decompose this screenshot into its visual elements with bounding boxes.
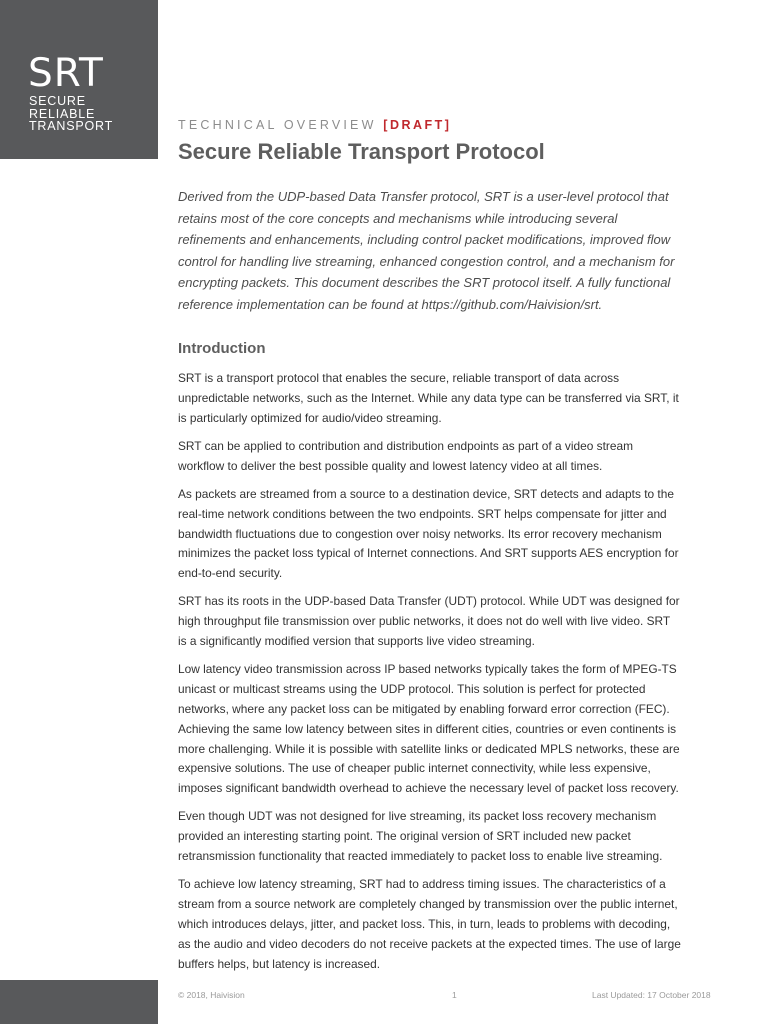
text-line: minimizes the packet loss typical of Internet connections. And SRT supports AES encryption for <box>178 546 679 561</box>
section-heading-introduction: Introduction <box>178 340 266 357</box>
text-line: end-to-end security. <box>178 566 283 581</box>
text-line: SRT is a transport protocol that enables the secure, reliable transport of data across <box>178 371 620 385</box>
text-line: more challenging. While it is possible with satellite links or dedicated MPLS networks, these are <box>178 741 680 756</box>
text-line: as the audio and video decoders do not receive packets at the expected times. The use of large <box>178 936 681 951</box>
text-line: imposes significant bandwidth overhead to achieve the necessary level of packet loss recovery. <box>178 781 679 796</box>
abstract-line: retains most of the core concepts and mechanisms while introducing several <box>178 210 618 226</box>
text-line: high throughput file transmission over public networks, it does not do well with live video. SRT <box>178 614 671 629</box>
text-line: SRT has its roots in the UDP-based Data Transfer (UDT) protocol. While UDT was designed for <box>178 594 680 609</box>
abstract-line: control for handling live streaming, enhanced congestion control, and a mechanism for <box>178 253 675 269</box>
text-line: unicast or multicast streams using the UDP protocol. This solution is perfect for protected <box>178 682 646 697</box>
draft-badge: [DRAFT] <box>383 118 452 132</box>
paragraph <box>178 485 723 584</box>
logo-tagline <box>29 95 113 133</box>
text-line: SRT can be applied to contribution and distribution endpoints as part of a video stream <box>178 438 633 453</box>
text-line: retransmission functionality that reacted immediately to packet loss to enable live streaming. <box>178 849 663 864</box>
text-line: which introduces delays, jitter, and packet loss. This, in turn, leads to problems with decoding, <box>178 916 671 931</box>
text-line: networks, where any packet loss can be mitigated by enabling forward error correction (FEC). <box>178 701 670 716</box>
paragraph <box>178 437 723 477</box>
srt-logo: SRT <box>28 51 104 96</box>
abstract <box>178 186 718 315</box>
text-line: To achieve low latency streaming, SRT had to address timing issues. The characteristics of a <box>178 877 666 892</box>
page-title: Secure Reliable Transport Protocol <box>178 139 545 164</box>
text-line: Low latency video transmission across IP based networks typically takes the form of MPEG-TS <box>178 662 677 677</box>
paragraph <box>178 660 723 799</box>
text-line: is a significantly modified version that supports live video streaming. <box>178 634 535 649</box>
logo-panel <box>0 0 158 159</box>
technical-overview-label: TECHNICAL OVERVIEW <box>178 118 377 132</box>
introduction-body <box>178 369 723 983</box>
paragraph <box>178 875 723 974</box>
paragraph <box>178 369 723 428</box>
abstract-line: Derived from the UDP-based Data Transfer protocol, SRT is a user-level protocol that <box>178 189 669 204</box>
text-line: real-time network conditions between the two endpoints. SRT helps compensate for jitter and <box>178 506 667 521</box>
text-line: provided an interesting starting point. The original version of SRT included new packet <box>178 829 631 844</box>
text-line: Achieving the same low latency between sites in different cities, countries or even continents is <box>178 721 677 736</box>
footer-page-number: 1 <box>452 990 457 1000</box>
text-line: expensive solutions. The use of cheaper public internet connectivity, while less expensive, <box>178 761 651 776</box>
text-line: is particularly optimized for audio/video streaming. <box>178 410 442 425</box>
abstract-line: reference implementation can be found at https://github.com/Haivision/srt. <box>178 296 603 312</box>
text-line: buffers helps, but latency is increased. <box>178 956 381 971</box>
text-line: Even though UDT was not designed for live streaming, its packet loss recovery mechanism <box>178 809 657 824</box>
paragraph <box>178 592 723 651</box>
abstract-line: refinements and enhancements, including control packet modifications, improved flow <box>178 232 671 247</box>
text-line: unpredictable networks, such as the Internet. While any data type can be transferred via SRT, it <box>178 390 679 405</box>
text-line: workflow to deliver the best possible quality and lowest latency video at all times. <box>178 458 603 473</box>
logo-tagline-line: TRANSPORT <box>29 119 114 133</box>
document-type-label <box>178 118 451 132</box>
footer-panel <box>0 980 158 1024</box>
abstract-line: encrypting packets. This document describes the SRT protocol itself. A fully functional <box>178 275 671 290</box>
logo-tagline-line: SECURE <box>29 94 86 108</box>
text-line: As packets are streamed from a source to a destination device, SRT detects and adapts to the <box>178 486 674 501</box>
text-line: stream from a source network are completely changed by transmission over the public internet, <box>178 897 678 912</box>
footer-copyright: © 2018, Haivision <box>178 990 245 1000</box>
text-line: bandwidth fluctuations due to congestion over noisy networks. Its error recovery mechanism <box>178 526 662 541</box>
logo-tagline-line: RELIABLE <box>29 106 96 121</box>
paragraph <box>178 807 723 866</box>
footer-last-updated: Last Updated: 17 October 2018 <box>592 990 711 1000</box>
